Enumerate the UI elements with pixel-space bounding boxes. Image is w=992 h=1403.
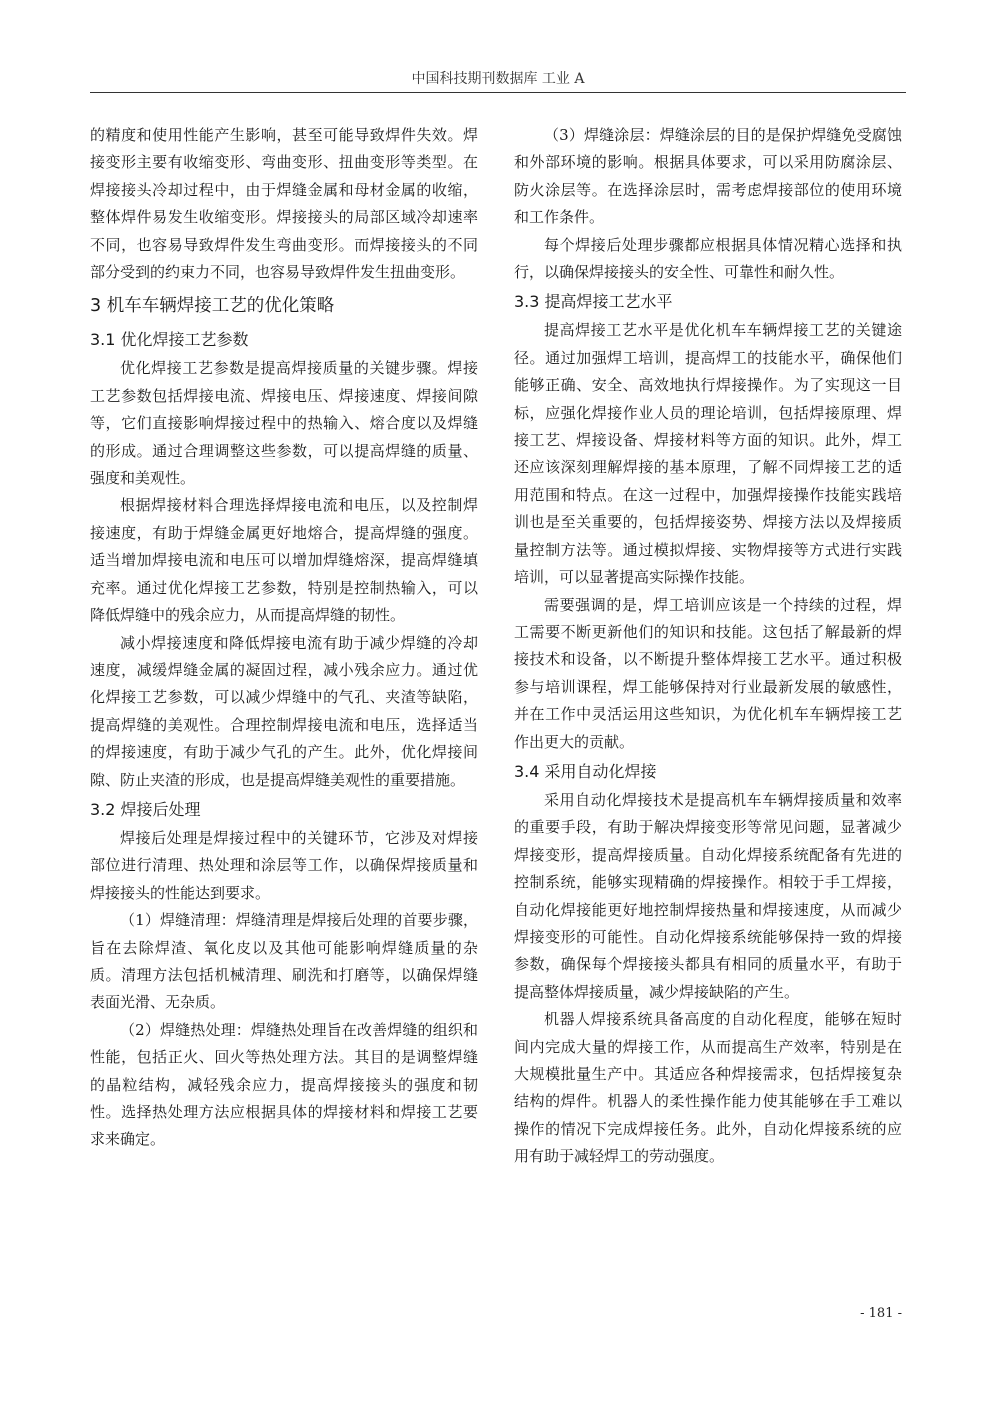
- subsection-heading: 3.1 优化焊接工艺参数: [90, 330, 249, 350]
- paragraph: （1）焊缝清理：焊缝清理是焊接后处理的首要步骤，旨在去除焊渣、氧化皮以及其他可能影响焊缝质量的杂质。清理方法包括机械清理、刷洗和打磨等，以确保焊缝表面光滑、无杂质。: [90, 911, 478, 1012]
- section-heading: 3 机车车辆焊接工艺的优化策略: [90, 296, 335, 317]
- paragraph: 减小焊接速度和降低焊接电流有助于减少焊缝的冷却速度，减缓焊缝金属的凝固过程，减小残余应力。通过优化焊接工艺参数，可以减少焊缝中的气孔、夹渣等缺陷，提高焊缝的美观性。合理控制焊接电流和电压，选择适当的焊接速度，有助于减少气孔的产生。此外，优化焊接间隙、防止夹渣的形成，也是提高焊缝美观性的重要措施。: [90, 633, 478, 789]
- paragraph: 优化焊接工艺参数是提高焊接质量的关键步骤。焊接工艺参数包括焊接电流、焊接电压、焊接速度、焊接间隙等，它们直接影响焊接过程中的热输入、熔合度以及焊缝的形成。通过合理调整这些参数，可以提高焊缝的质量、强度和美观性。: [90, 359, 478, 488]
- subsection-heading: 3.2 焊接后处理: [90, 799, 201, 819]
- paragraph: 的精度和使用性能产生影响，甚至可能导致焊件失效。焊接变形主要有收缩变形、弯曲变形、扭曲变形等类型。在焊接接头冷却过程中，由于焊缝金属和母材金属的收缩，整体焊件易发生收缩变形。焊接接头的局部区域冷却速率不同，也容易导致焊件发生弯曲变形。而焊接接头的不同部分受到的约束力不同，也容易导致焊件发生扭曲变形。: [90, 126, 478, 282]
- paragraph: 焊接后处理是焊接过程中的关键环节，它涉及对焊接部位进行清理、热处理和涂层等工作，以确保焊接质量和焊接接头的性能达到要求。: [90, 828, 478, 902]
- running-header: 中国科技期刊数据库 工业 A: [411, 71, 585, 87]
- paragraph: 提高焊接工艺水平是优化机车车辆焊接工艺的关键途径。通过加强焊工培训，提高焊工的技能水平，确保他们能够正确、安全、高效地执行焊接操作。为了实现这一目标，应强化焊接作业人员的理论培训，包括焊接原理、焊接工艺、焊接设备、焊接材料等方面的知识。此外，焊工还应该深刻理解焊接的基本原理，了解不同焊接工艺的适用范围和特点。在这一过程中，加强焊接操作技能实践培训也是至关重要的，包括焊接姿势、焊接方法以及焊接质量控制方法等。通过模拟焊接、实物焊接等方式进行实践培训，可以显著提高实际操作技能。: [514, 321, 902, 587]
- paragraph: 需要强调的是，焊工培训应该是一个持续的过程，焊工需要不断更新他们的知识和技能。这包括了解最新的焊接技术和设备，以不断提升整体焊接工艺水平。通过积极参与培训课程，焊工能够保持对行业最新发展的敏感性，并在工作中灵活运用这些知识，为优化机车车辆焊接工艺作出更大的贡献。: [514, 595, 902, 751]
- left-column: [90, 122, 478, 1154]
- subsection-heading: 3.4 采用自动化焊接: [514, 761, 657, 781]
- paragraph: （3）焊缝涂层：焊缝涂层的目的是保护焊缝免受腐蚀和外部环境的影响。根据具体要求，可以采用防腐涂层、防火涂层等。在选择涂层时，需考虑焊接部位的使用环境和工作条件。: [514, 126, 902, 227]
- subsection-heading: 3.3 提高焊接工艺水平: [514, 292, 673, 312]
- paragraph: 根据焊接材料合理选择焊接电流和电压，以及控制焊接速度，有助于焊缝金属更好地熔合，提高焊缝的强度。适当增加焊接电流和电压可以增加焊缝熔深，提高焊缝填充率。通过优化焊接工艺参数，特别是控制热输入，可以降低焊缝中的残余应力，从而提高焊缝的韧性。: [90, 496, 478, 625]
- paragraph: 每个焊接后处理步骤都应根据具体情况精心选择和执行，以确保焊接接头的安全性、可靠性和耐久性。: [514, 235, 902, 282]
- right-column: [514, 122, 902, 1171]
- paragraph: 机器人焊接系统具备高度的自动化程度，能够在短时间内完成大量的焊接工作，从而提高生产效率，特别是在大规模批量生产中。其适应各种焊接需求，包括焊接复杂结构的焊件。机器人的柔性操作能力使其能够在手工难以操作的情况下完成焊接任务。此外，自动化焊接系统的应用有助于减轻焊工的劳动强度。: [514, 1010, 902, 1166]
- paragraph: （2）焊缝热处理：焊缝热处理旨在改善焊缝的组织和性能，包括正火、回火等热处理方法。其目的是调整焊缝的晶粒结构，减轻残余应力，提高焊接接头的强度和韧性。选择热处理方法应根据具体的焊接材料和焊接工艺要求来确定。: [90, 1020, 478, 1149]
- paragraph: 采用自动化焊接技术是提高机车车辆焊接质量和效率的重要手段，有助于解决焊接变形等常见问题，显著减少焊接变形，提高焊接质量。自动化焊接系统配备有先进的控制系统，能够实现精确的焊接操作。相较于手工焊接，自动化焊接能更好地控制焊接热量和焊接速度，从而减少焊接变形的可能性。自动化焊接系统能够保持一致的焊接参数，确保每个焊接接头都具有相同的质量水平，有助于提高整体焊接质量，减少焊接缺陷的产生。: [514, 790, 902, 1001]
- header-divider: [90, 92, 906, 93]
- page-number: - 181 -: [860, 1306, 902, 1321]
